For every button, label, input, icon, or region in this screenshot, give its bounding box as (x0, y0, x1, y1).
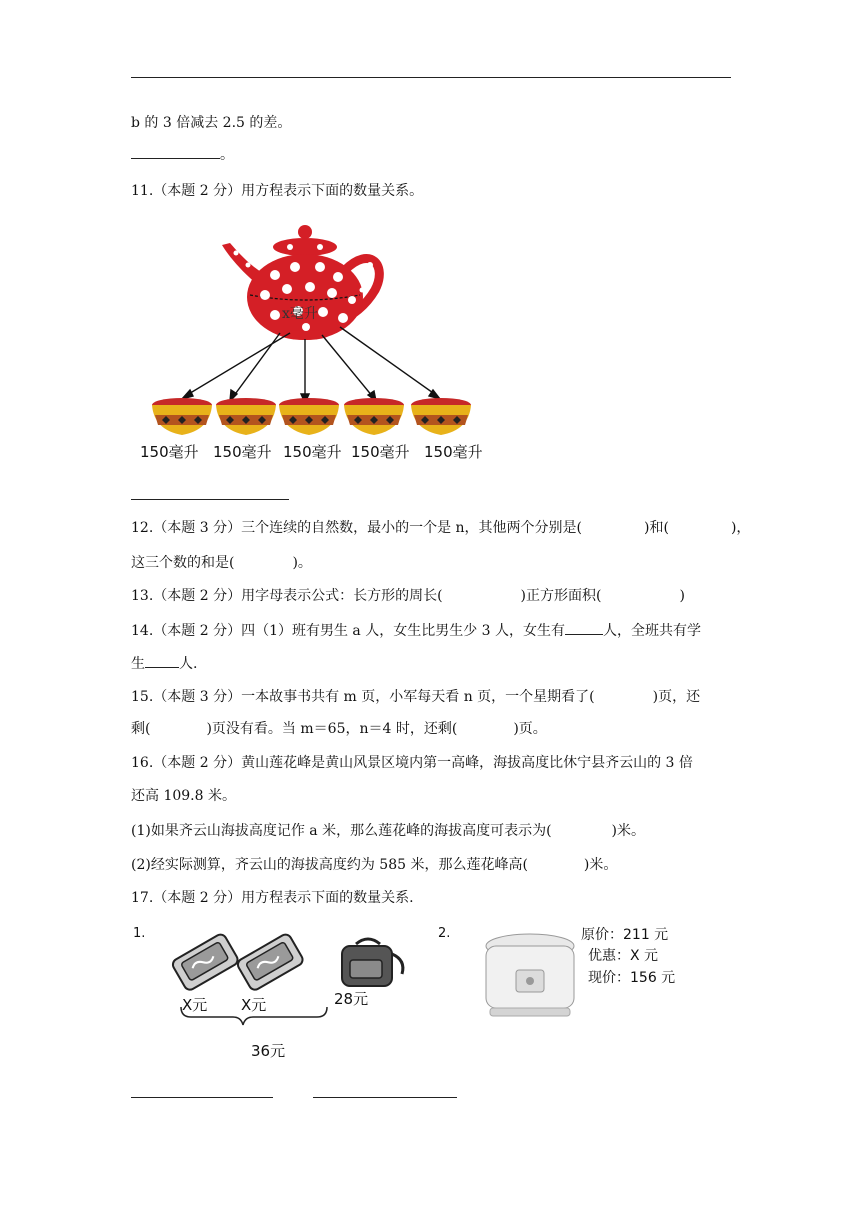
q12-line1 (131, 518, 750, 538)
q12-end2: )。 (292, 555, 312, 571)
q16-p1-end: )米。 (611, 823, 646, 839)
q14-mid: 人，全班共有学 (603, 623, 702, 639)
q12-and: )和( (644, 520, 669, 536)
bowl-label: 150毫升 (424, 443, 483, 461)
q16-p1-text: (1)如果齐云山海拔高度记作 a 米，那么莲花峰的海拔高度可表示为( (131, 823, 552, 839)
q15-mid: )页，还 (652, 689, 701, 705)
answer-blank[interactable] (565, 620, 603, 635)
q17-figure-1 (131, 922, 421, 1067)
q13-mid: )正方形面积( (520, 588, 602, 604)
q17-stem: 17.（本题 2 分）用方程表示下面的数量关系. (131, 890, 414, 906)
q17-figure-2 (436, 922, 686, 1032)
current-price: 现价：156 元 (588, 970, 676, 986)
q16-line1: 16.（本题 2 分）黄山莲花峰是黄山风景区境内第一高峰，海拔高度比休宁县齐云山的 3 倍 (131, 755, 693, 771)
q10-text: b 的 3 倍减去 2.5 的差。 (131, 115, 292, 131)
q17-answer-line-2[interactable] (313, 1097, 457, 1098)
q15-end: )页。 (513, 721, 547, 737)
q10-answer (131, 144, 234, 165)
bowl-label: 150毫升 (351, 443, 410, 461)
q16-line2: 还高 109.8 米。 (131, 788, 236, 804)
original-price: 原价：211 元 (581, 927, 669, 943)
q15-text: 15.（本题 3 分）一本故事书共有 m 页，小军每天看 n 页，一个星期看了( (131, 689, 595, 705)
bowl-label: 150毫升 (213, 443, 272, 461)
q15-line2 (131, 719, 547, 739)
q15-mid2: )页没有看。当 m＝65，n＝4 时，还剩( (206, 721, 458, 737)
q16-p2-text: (2)经实际测算，齐云山的海拔高度约为 585 米，那么莲花峰高( (131, 857, 528, 873)
q12-line2 (131, 553, 312, 573)
q13-end: ) (679, 588, 685, 604)
q16-part1 (131, 821, 645, 841)
rice-cooker-icon (480, 928, 590, 1028)
total-label: 36元 (251, 1042, 286, 1060)
price-label: X元 (241, 996, 267, 1014)
teapot-bowls-figure (130, 215, 500, 470)
answer-blank[interactable] (131, 144, 220, 159)
q12-text: 12.（本题 3 分）三个连续的自然数，最小的一个是 n，其他两个分别是( (131, 520, 582, 536)
q13-line (131, 586, 685, 606)
answer-blank[interactable] (145, 653, 179, 668)
figure-number: 1. (133, 926, 146, 941)
price-label: 28元 (334, 990, 369, 1008)
teapot-figure-svg (130, 215, 500, 470)
teapot-label: x毫升 (282, 306, 318, 322)
q16-part2 (131, 855, 617, 875)
q10-end: 。 (220, 147, 234, 163)
q15-text2: 剩( (131, 721, 151, 737)
q16-p2-end: )米。 (583, 857, 618, 873)
q14-text2: 生 (131, 656, 145, 672)
price-label: X元 (182, 996, 208, 1014)
q14-line2 (131, 653, 197, 674)
q17-answer-line-1[interactable] (131, 1097, 273, 1098)
bowl-label: 150毫升 (283, 443, 342, 461)
q14-end: 人. (179, 656, 198, 672)
q11-stem: 11.（本题 2 分）用方程表示下面的数量关系。 (131, 183, 424, 199)
q12-end1: )， (730, 520, 751, 536)
header-rule (131, 77, 731, 78)
q14-text: 14.（本题 2 分）四（1）班有男生 a 人，女生比男生少 3 人，女生有 (131, 623, 566, 639)
figure-number: 2. (438, 926, 451, 941)
q12-text2: 这三个数的和是( (131, 555, 235, 571)
discount: 优惠：X 元 (588, 948, 659, 964)
q14-line1 (131, 620, 701, 641)
q11-answer-line[interactable] (131, 499, 289, 500)
bowl-label: 150毫升 (140, 443, 199, 461)
q15-line1 (131, 687, 700, 707)
q13-text: 13.（本题 2 分）用字母表示公式：长方形的周长( (131, 588, 443, 604)
